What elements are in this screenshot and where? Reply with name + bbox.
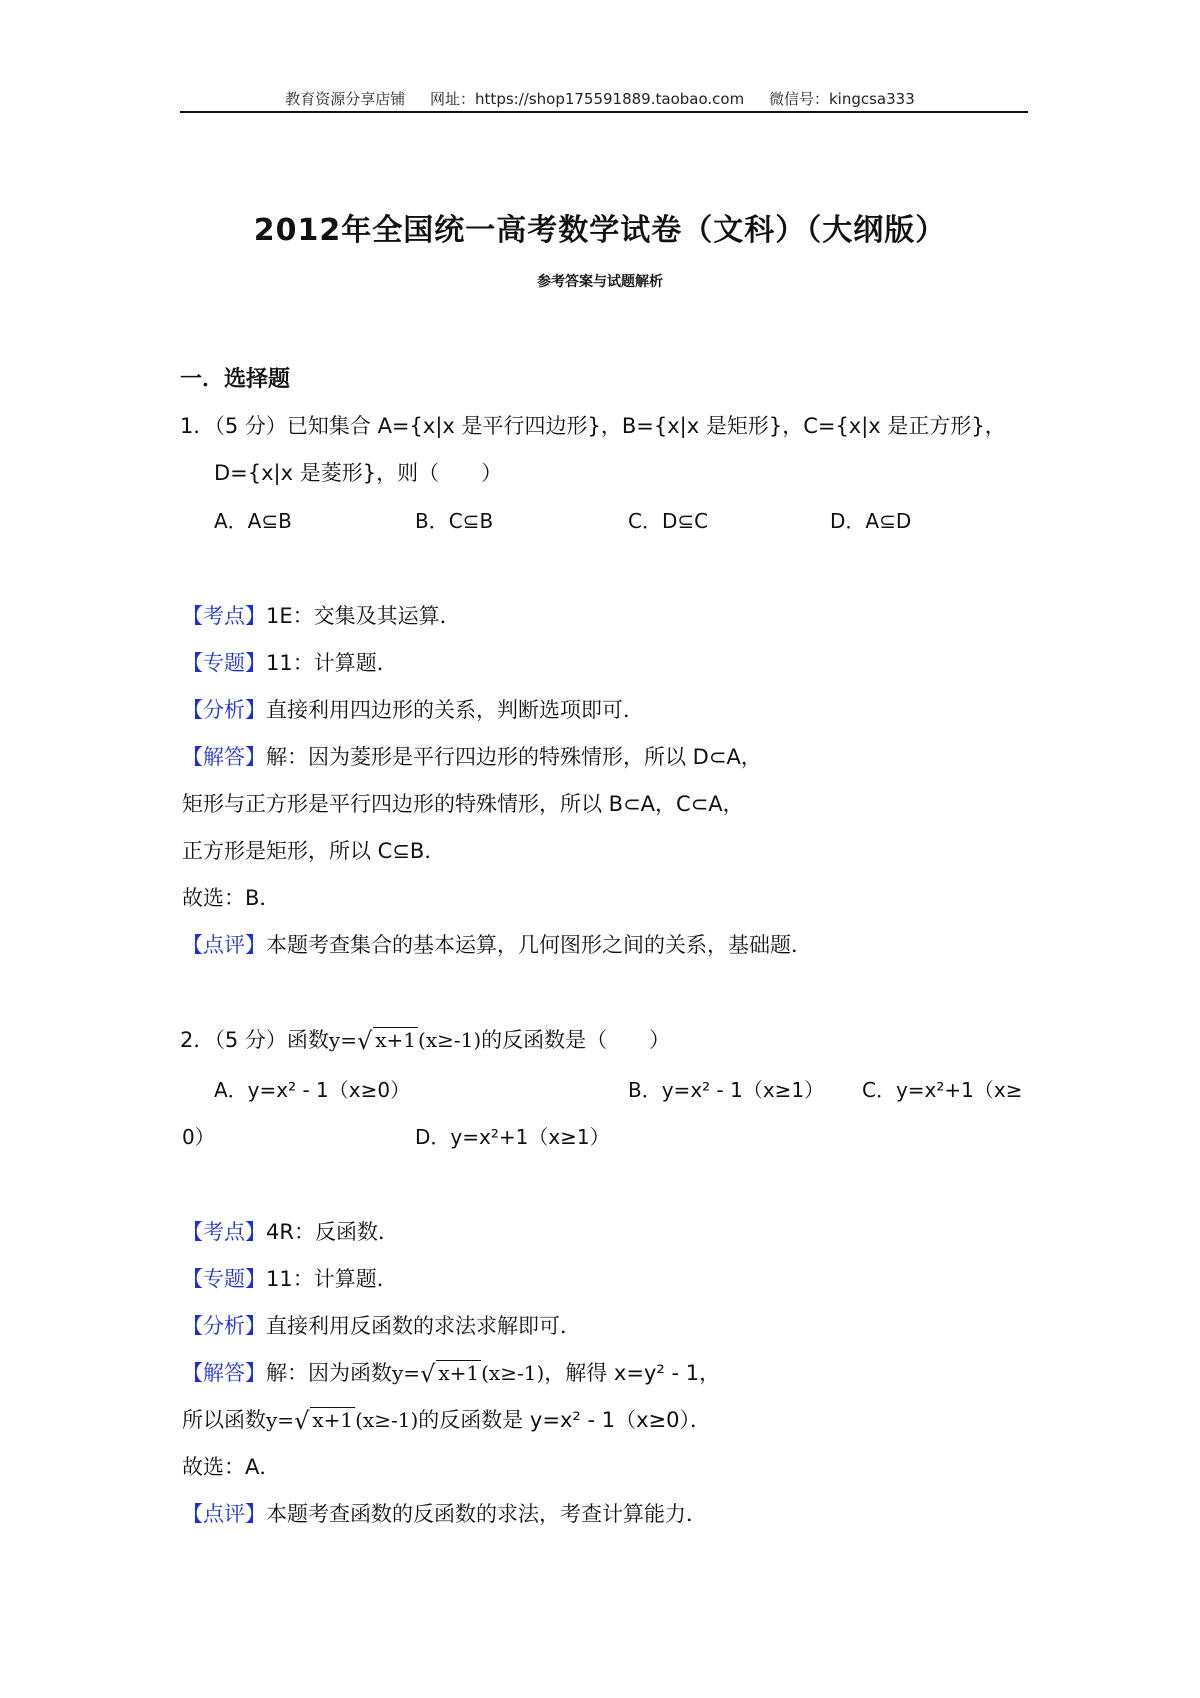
q1-dianping-text: 本题考查集合的基本运算，几何图形之间的关系，基础题． bbox=[266, 933, 812, 957]
q1-fenxi bbox=[182, 694, 644, 724]
q2-jieda2-suffix: 的反函数是 y=x² - 1（x≥0）． bbox=[418, 1408, 711, 1432]
q2-stem bbox=[180, 1024, 670, 1055]
q2-jieda-line2 bbox=[182, 1404, 711, 1435]
q1-fenxi-text: 直接利用四边形的关系，判断选项即可． bbox=[266, 698, 644, 722]
formula-cond: (x≥-1) bbox=[418, 1028, 482, 1052]
q2-kaodian bbox=[182, 1216, 399, 1246]
page-subtitle: 参考答案与试题解析 bbox=[537, 274, 663, 290]
q2-dianping bbox=[182, 1498, 707, 1528]
sqrt-icon: √ bbox=[356, 1027, 373, 1055]
kaodian-tag: 【考点】 bbox=[182, 1220, 266, 1244]
formula-radicand: x+1 bbox=[438, 1361, 480, 1385]
q2-prefix: 2．（5 分）函数 bbox=[180, 1028, 329, 1052]
q1-stem-line1: 1．（5 分）已知集合 A={x|x 是平行四边形}，B={x|x 是矩形}，C={x|x 是正方形}， bbox=[180, 414, 1006, 438]
sqrt-icon: √ bbox=[294, 1407, 310, 1435]
header-shop: 教育资源分享店铺 bbox=[285, 90, 406, 108]
q1-stem-line2: D={x|x 是菱形}，则（ ） bbox=[214, 461, 503, 485]
q1-kaodian-text: 1E：交集及其运算． bbox=[266, 604, 461, 628]
q2-fenxi-text: 直接利用反函数的求法求解即可． bbox=[266, 1314, 581, 1338]
q1-option-d: D．A⊆D bbox=[830, 509, 912, 533]
header-url: 网址：https://shop175591889.taobao.com bbox=[430, 90, 745, 108]
section-heading: 一．选择题 bbox=[180, 367, 291, 392]
q2-option-b: B．y=x² - 1（x≥1） bbox=[628, 1078, 825, 1102]
page-title: 2012年全国统一高考数学试卷（文科）（大纲版） bbox=[253, 213, 947, 248]
q2-option-a: A．y=x² - 1（x≥0） bbox=[214, 1078, 411, 1102]
fenxi-tag: 【分析】 bbox=[182, 698, 266, 722]
zhuanti-tag: 【专题】 bbox=[182, 651, 266, 675]
formula-y: y= bbox=[328, 1028, 357, 1052]
dianping-tag: 【点评】 bbox=[182, 933, 266, 957]
dianping-tag: 【点评】 bbox=[182, 1502, 266, 1526]
sqrt-icon: √ bbox=[420, 1360, 436, 1388]
q1-jieda-line2: 矩形与正方形是平行四边形的特殊情形，所以 B⊂A，C⊂A， bbox=[182, 792, 744, 816]
header-divider bbox=[180, 111, 1028, 113]
q2-zhuanti-text: 11：计算题． bbox=[266, 1267, 398, 1291]
q2-option-d: D．y=x²+1（x≥1） bbox=[415, 1125, 610, 1149]
formula-radicand: x+1 bbox=[375, 1028, 417, 1052]
page-header bbox=[0, 88, 1200, 109]
q2-jieda2-formula bbox=[266, 1407, 419, 1435]
q1-kaodian bbox=[182, 600, 461, 630]
jieda-tag: 【解答】 bbox=[182, 1361, 266, 1385]
q2-formula bbox=[328, 1027, 482, 1055]
jieda-tag: 【解答】 bbox=[182, 745, 266, 769]
q1-option-c: C．D⊆C bbox=[628, 509, 709, 533]
formula-y: y= bbox=[392, 1361, 421, 1385]
q1-zhuanti-text: 11：计算题． bbox=[266, 651, 398, 675]
fenxi-tag: 【分析】 bbox=[182, 1314, 266, 1338]
q2-jieda-formula bbox=[392, 1360, 545, 1388]
formula-cond: (x≥-1) bbox=[481, 1361, 545, 1385]
q1-dianping bbox=[182, 929, 812, 959]
q1-option-a: A．A⊆B bbox=[214, 509, 292, 533]
q2-option-c: C．y=x²+1（x≥ bbox=[862, 1078, 1023, 1102]
formula-y: y= bbox=[266, 1408, 295, 1432]
q2-kaodian-text: 4R：反函数． bbox=[266, 1220, 399, 1244]
q2-zhuanti bbox=[182, 1263, 398, 1293]
kaodian-tag: 【考点】 bbox=[182, 604, 266, 628]
q2-suffix: 的反函数是（ ） bbox=[481, 1028, 671, 1052]
q1-jieda bbox=[182, 741, 762, 771]
q1-option-b: B．C⊆B bbox=[415, 509, 494, 533]
q1-jieda-line3: 正方形是矩形，所以 C⊆B． bbox=[182, 839, 446, 863]
formula-cond: (x≥-1) bbox=[355, 1408, 419, 1432]
q2-dianping-text: 本题考查函数的反函数的求法，考查计算能力． bbox=[266, 1502, 707, 1526]
q2-fenxi bbox=[182, 1310, 581, 1340]
header-wechat: 微信号：kingcsa333 bbox=[768, 90, 915, 108]
q2-option-c-cont: 0） bbox=[182, 1125, 215, 1149]
q1-answer: 故选：B． bbox=[182, 886, 281, 910]
q2-jieda-suffix: ，解得 x=y² - 1， bbox=[544, 1361, 721, 1385]
q2-jieda bbox=[182, 1357, 720, 1388]
q1-jieda-line1: 解：因为菱形是平行四边形的特殊情形，所以 D⊂A， bbox=[266, 745, 762, 769]
q1-zhuanti bbox=[182, 647, 398, 677]
zhuanti-tag: 【专题】 bbox=[182, 1267, 266, 1291]
q2-jieda-prefix: 解：因为函数 bbox=[266, 1361, 392, 1385]
formula-radicand: x+1 bbox=[312, 1408, 354, 1432]
q2-jieda2-prefix: 所以函数 bbox=[182, 1408, 266, 1432]
q2-answer: 故选：A． bbox=[182, 1455, 281, 1479]
